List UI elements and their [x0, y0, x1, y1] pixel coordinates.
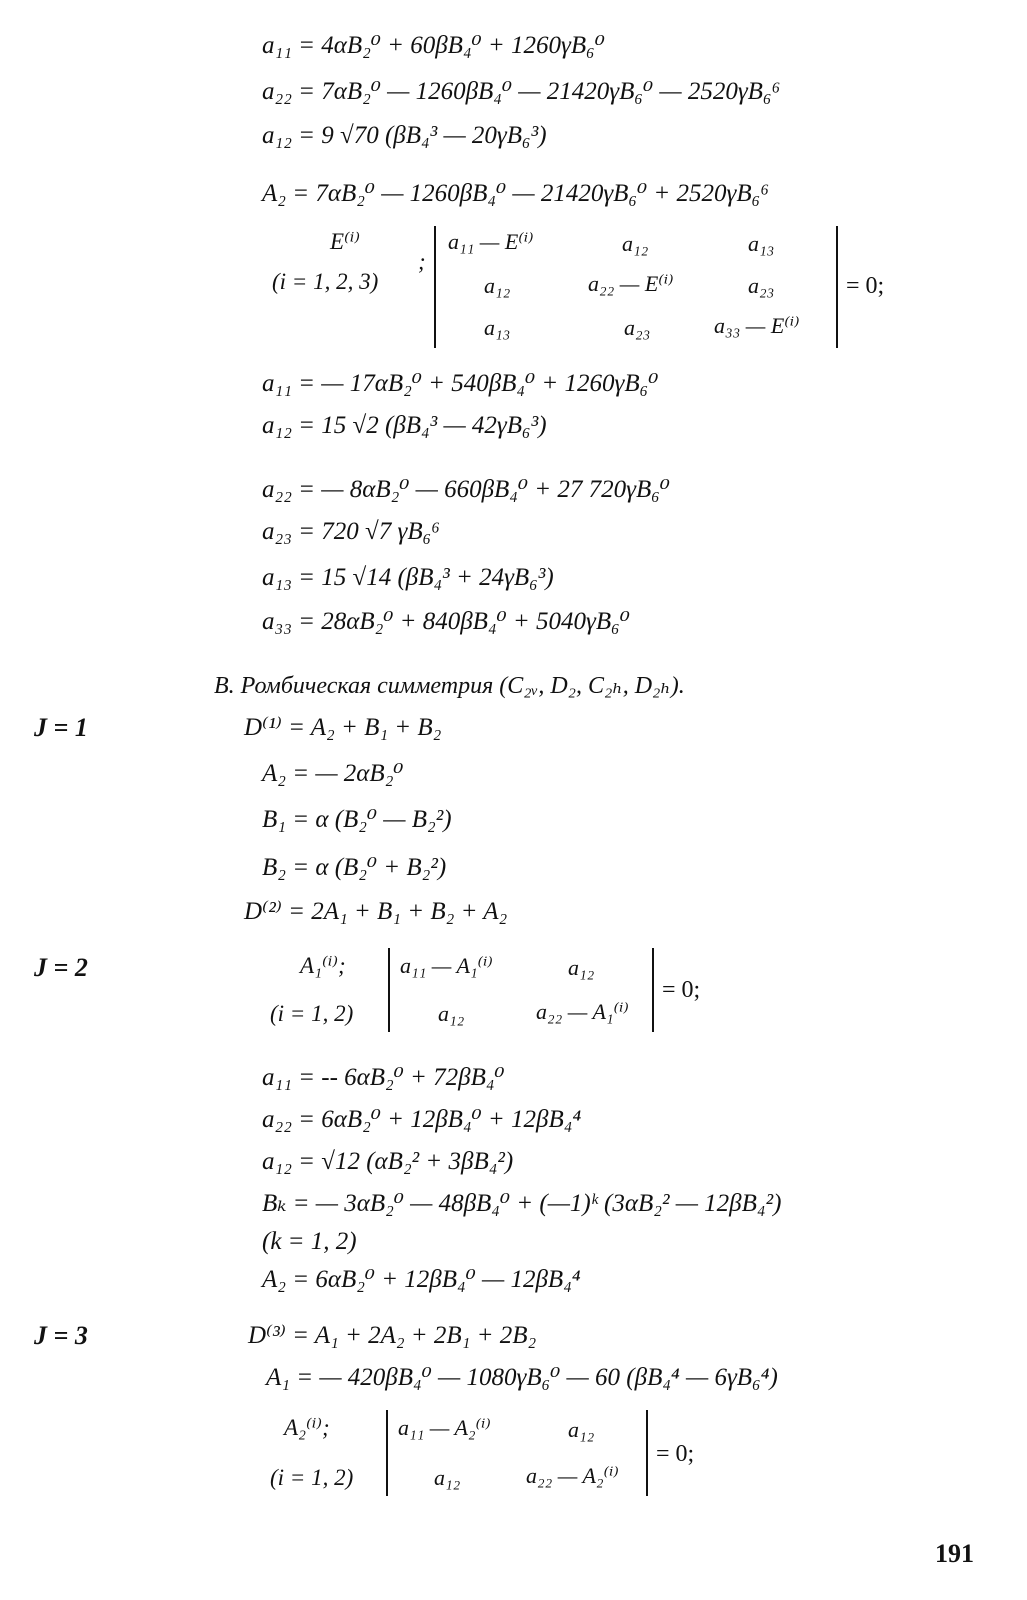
det3-cell: a₁₂	[484, 273, 511, 298]
j1-equation: B₁ = α (B₂⁰ — B₂²)	[262, 806, 452, 833]
page-number: 191	[935, 1539, 974, 1568]
det3-cell: a₂₂ — E⁽ⁱ⁾	[588, 271, 674, 296]
j2-det-cell: a₁₂	[438, 1001, 465, 1026]
j3-det-cell: a₁₁ — A₂⁽ⁱ⁾	[398, 1415, 491, 1440]
det3-cell: a₁₃	[484, 315, 511, 340]
equation-a22: a₂₂ = 7αB₂⁰ — 1260βB₄⁰ — 21420γB₆⁰ — 2520γB₆⁶	[262, 78, 781, 105]
j1-equation: A₂ = — 2αB₂⁰	[262, 760, 404, 787]
det3-equals: = 0;	[846, 273, 885, 299]
equation-a12: a₁₂ = 9 √70 (βB₄³ — 20γB₆³)	[262, 122, 547, 149]
j3-equation: A₁ = — 420βB₄⁰ — 1080γB₆⁰ — 60 (βB₄⁴ — 6γB₆⁴)	[266, 1364, 778, 1391]
j2-det-equals: = 0;	[662, 977, 701, 1003]
equation-a33-b: a₃₃ = 28αB₂⁰ + 840βB₄⁰ + 5040γB₆⁰	[262, 608, 630, 635]
j3-equation: D⁽³⁾ = A₁ + 2A₂ + 2B₁ + 2B₂	[248, 1322, 537, 1349]
determinant-2x2-j2	[388, 948, 654, 1032]
det3-cell: a₂₃	[748, 273, 775, 298]
det3-cell: a₃₃ — E⁽ⁱ⁾	[714, 313, 800, 338]
j3-det-cell: a₂₂ — A₂⁽ⁱ⁾	[526, 1463, 619, 1488]
j3-det-label-bottom: (i = 1, 2)	[270, 1465, 354, 1490]
det3-label-top: E⁽ⁱ⁾	[330, 229, 360, 254]
det3-label-bottom: (i = 1, 2, 3)	[272, 269, 379, 294]
section-heading: В. Ромбическая симметрия (C₂ᵥ, D₂, C₂ₕ, D₂ₕ).	[214, 673, 685, 699]
j2-equation: (k = 1, 2)	[262, 1228, 357, 1255]
j2-det-label-bottom: (i = 1, 2)	[270, 1001, 354, 1026]
j2-equation: a₁₂ = √12 (αB₂² + 3βB₄²)	[262, 1148, 514, 1175]
j1-equation: D⁽¹⁾ = A₂ + B₁ + B₂	[244, 714, 442, 741]
j2-det-cell: a₁₂	[568, 955, 595, 980]
j2-equation: a₂₂ = 6αB₂⁰ + 12βB₄⁰ + 12βB₄⁴	[262, 1106, 582, 1133]
j2-equation: A₂ = 6αB₂⁰ + 12βB₄⁰ — 12βB₄⁴	[262, 1266, 581, 1293]
j3-det-cell: a₁₂	[568, 1417, 595, 1442]
equation-a12-b: a₁₂ = 15 √2 (βB₄³ — 42γB₆³)	[262, 412, 547, 439]
j3-label: J = 3	[34, 1321, 88, 1350]
j3-det-cell: a₁₂	[434, 1465, 461, 1490]
determinant-2x2-j3	[386, 1410, 648, 1496]
determinant-3x3	[434, 226, 838, 348]
det3-label-semicolon: ;	[418, 249, 426, 274]
j2-det-label-top: A₁⁽ⁱ⁾;	[300, 953, 346, 978]
j3-det-equals: = 0;	[656, 1441, 695, 1467]
j1-equation: D⁽²⁾ = 2A₁ + B₁ + B₂ + A₂	[244, 898, 508, 925]
j2-equation: a₁₁ = -- 6αB₂⁰ + 72βB₄⁰	[262, 1064, 505, 1091]
equation-A2: A₂ = 7αB₂⁰ — 1260βB₄⁰ — 21420γB₆⁰ + 2520γB₆⁶	[262, 180, 770, 207]
equation-a11-b: a₁₁ = — 17αB₂⁰ + 540βB₄⁰ + 1260γB₆⁰	[262, 370, 659, 397]
det3-cell: a₂₃	[624, 315, 651, 340]
equation-a13-b: a₁₃ = 15 √14 (βB₄³ + 24γB₆³)	[262, 564, 554, 591]
det3-cell: a₁₂	[622, 231, 649, 256]
j2-label: J = 2	[34, 953, 88, 982]
det3-cell: a₁₃	[748, 231, 775, 256]
j1-label: J = 1	[34, 713, 88, 742]
equation-a23-b: a₂₃ = 720 √7 γB₆⁶	[262, 518, 440, 545]
equation-a22-b: a₂₂ = — 8αB₂⁰ — 660βB₄⁰ + 27 720γB₆⁰	[262, 476, 670, 503]
j1-equation: B₂ = α (B₂⁰ + B₂²)	[262, 854, 447, 881]
j2-equation: Bₖ = — 3αB₂⁰ — 48βB₄⁰ + (—1)ᵏ (3αB₂² — 12βB₄²)	[262, 1190, 782, 1217]
j3-det-label-top: A₂⁽ⁱ⁾;	[284, 1415, 330, 1440]
j2-det-cell: a₂₂ — A₁⁽ⁱ⁾	[536, 999, 629, 1024]
equation-a11: a₁₁ = 4αB₂⁰ + 60βB₄⁰ + 1260γB₆⁰	[262, 32, 605, 59]
det3-cell: a₁₁ — E⁽ⁱ⁾	[448, 229, 534, 254]
j2-det-cell: a₁₁ — A₁⁽ⁱ⁾	[400, 953, 493, 978]
